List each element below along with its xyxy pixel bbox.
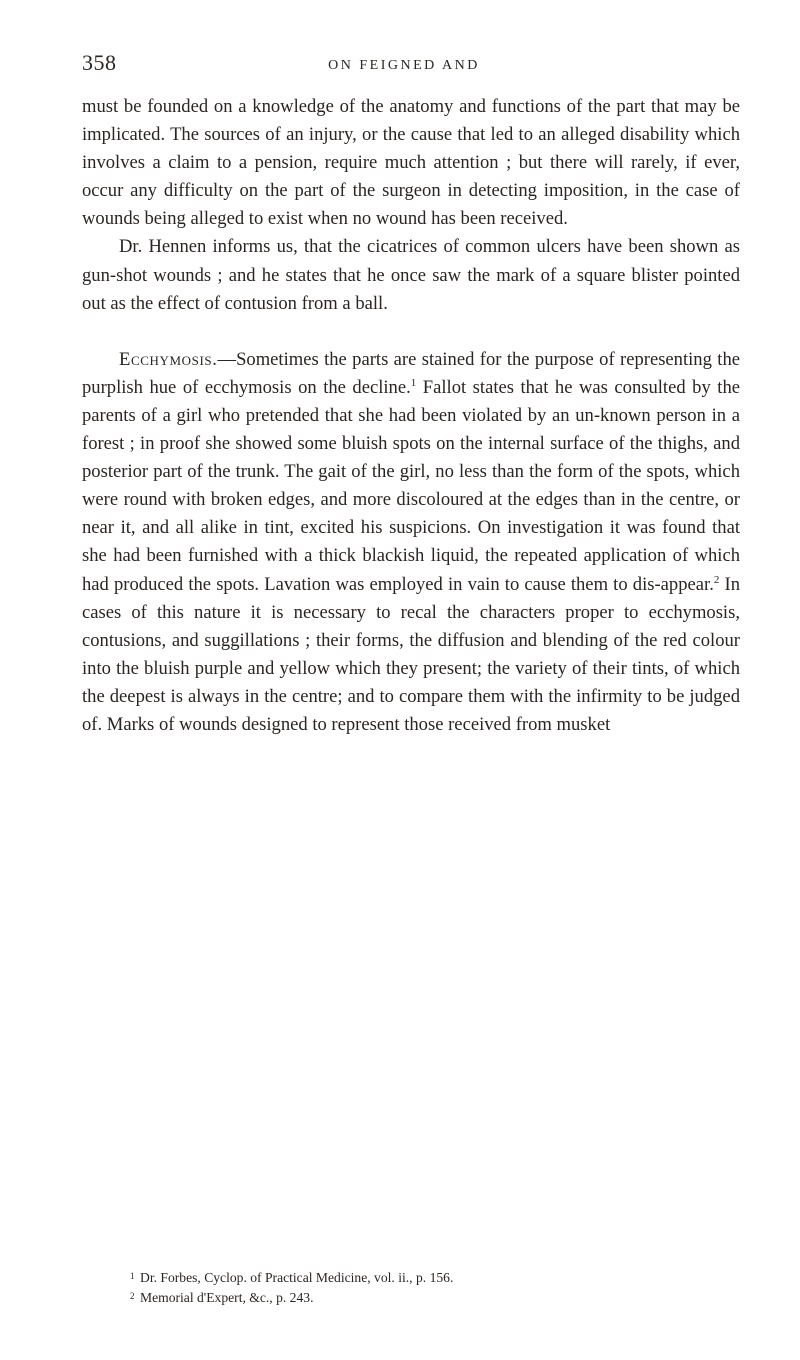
- page-number: 358: [82, 50, 117, 75]
- footnote-ref-2: 2: [713, 573, 720, 586]
- footnote-mark: 1: [130, 1271, 135, 1281]
- paragraph-text: In cases of this nature it is necessary to recal the characters proper to ecchymosis, contusions, and suggillations ; their forms, the diffusion and blending of the red colour into the bluish purple and yellow which they present; the variety of their tints, of which the deepest is always in the centre; and to compare them with the infirmity to be judged of. Marks of wounds designed to represent those received from musket: [82, 573, 740, 735]
- paragraph-2: Dr. Hennen informs us, that the cicatrices of common ulcers have been shown as gun-shot wounds ; and he states that he once saw the mark of a square blister pointed out as the effect of contusion from a ball.: [82, 236, 740, 314]
- paragraph-text: Fallot states that he was consulted by the parents of a girl who pretended that she had been violated by an un-known person in a forest ; in proof she showed some bluish spots on the internal surface of the thighs, and posterior part of the trunk. The gait of the girl, no less than the form of the spots, which were round with broken edges, and more discoloured at the edges than in the centre, or near it, and all alike in tint, excited his suspicions. On investigation it was found that she had been furnished with a thick blackish liquid, the repeated application of which had produced the spots. Lavation was employed in vain to cause them to dis-appear.: [82, 376, 740, 595]
- paragraph-ecchymosis: [82, 346, 740, 739]
- paragraph-text: —Sometimes the parts are stained for the purpose of representing the purplish hue of ecchymosis on the decline.: [82, 348, 740, 398]
- footnote-ref-1: 1: [410, 376, 417, 389]
- footnote-text: Dr. Forbes, Cyclop. of Practical Medicine, vol. ii., p. 156.: [140, 1270, 454, 1285]
- footnote: [130, 1267, 730, 1287]
- paragraph-1: must be founded on a knowledge of the anatomy and functions of the part that may be implicated. The sources of an injury, or the cause that led to an alleged disability which involves a claim to a pension, require much attention ; but there will rarely, if ever, occur any difficulty on the part of the surgeon in detecting imposition, in the case of wounds being alleged to exist when no wound has been received.: [82, 96, 740, 230]
- section-heading-ecchymosis: Ecchymosis.: [119, 348, 218, 370]
- page-header: [82, 50, 742, 90]
- footnote-text: Memorial d'Expert, &c., p. 243.: [140, 1290, 314, 1305]
- running-title: ON FEIGNED AND: [328, 58, 480, 73]
- body-text: [82, 93, 740, 739]
- footnotes: [130, 1267, 730, 1307]
- footnote: [130, 1287, 730, 1307]
- footnote-mark: 2: [130, 1291, 135, 1301]
